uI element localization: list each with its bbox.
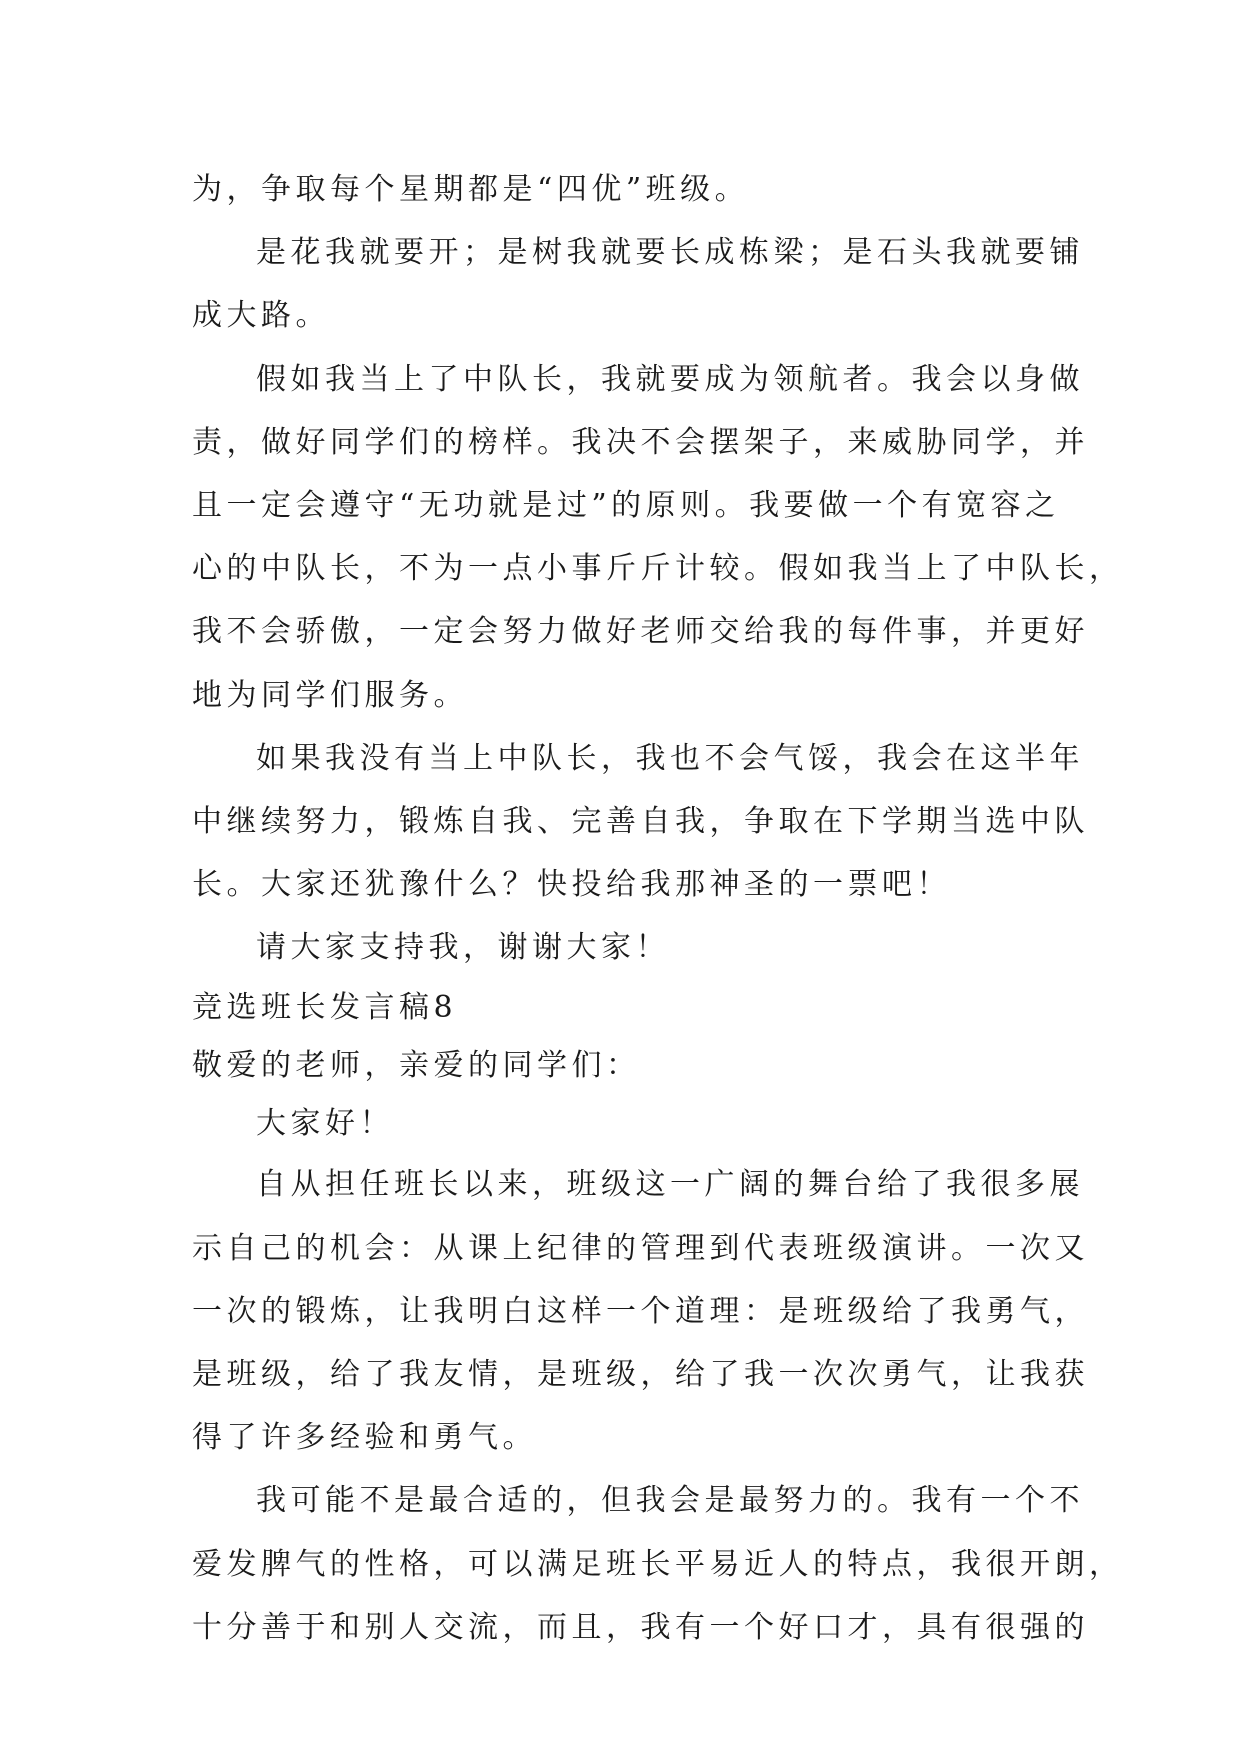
greeting-line: 大家好！	[256, 1106, 394, 1142]
text-line: 心的中队长，不为一点小事斤斤计较。假如我当上了中队长，	[192, 551, 1124, 587]
text-line: 十分善于和别人交流，而且，我有一个好口才，具有很强的	[192, 1609, 1089, 1645]
paragraph-start-line: 我可能不是最合适的，但我会是最努力的。我有一个不	[256, 1483, 1084, 1519]
section-heading: 竞选班长发言稿8	[192, 990, 458, 1026]
salutation-line: 敬爱的老师，亲爱的同学们：	[192, 1048, 641, 1084]
paragraph-start-line: 自从担任班长以来，班级这一广阔的舞台给了我很多展	[256, 1167, 1084, 1203]
text-line: 中继续努力，锻炼自我、完善自我，争取在下学期当选中队	[192, 803, 1089, 839]
paragraph-start-line: 假如我当上了中队长，我就要成为领航者。我会以身做	[256, 361, 1084, 397]
text-line: 责，做好同学们的榜样。我决不会摆架子，来威胁同学，并	[192, 424, 1089, 460]
text-line: 爱发脾气的性格，可以满足班长平易近人的特点，我很开朗，	[192, 1546, 1124, 1582]
text-line: 是班级，给了我友情，是班级，给了我一次次勇气，让我获	[192, 1357, 1089, 1392]
paragraph-start-line: 是花我就要开；是树我就要长成栋梁；是石头我就要铺	[256, 235, 1084, 271]
text-line: 得了许多经验和勇气。	[192, 1420, 537, 1456]
paragraph-start-line: 如果我没有当上中队长，我也不会气馁，我会在这半年	[256, 740, 1084, 776]
text-line: 示自己的机会：从课上纪律的管理到代表班级演讲。一次又	[192, 1230, 1089, 1266]
text-line: 且一定会遵守“无功就是过”的原则。我要做一个有宽容之	[192, 487, 1060, 523]
text-line: 长。大家还犹豫什么？快投给我那神圣的一票吧！	[192, 867, 951, 903]
document-body	[192, 158, 1124, 1659]
paragraph-start-line: 请大家支持我，谢谢大家！	[256, 930, 670, 966]
text-line: 地为同学们服务。	[192, 677, 468, 713]
text-line: 一次的锻炼，让我明白这样一个道理：是班级给了我勇气，	[192, 1293, 1089, 1329]
text-line: 我不会骄傲，一定会努力做好老师交给我的每件事，并更好	[192, 614, 1089, 650]
text-line: 成大路。	[192, 298, 330, 334]
text-line: 为，争取每个星期都是“四优”班级。	[192, 172, 750, 207]
